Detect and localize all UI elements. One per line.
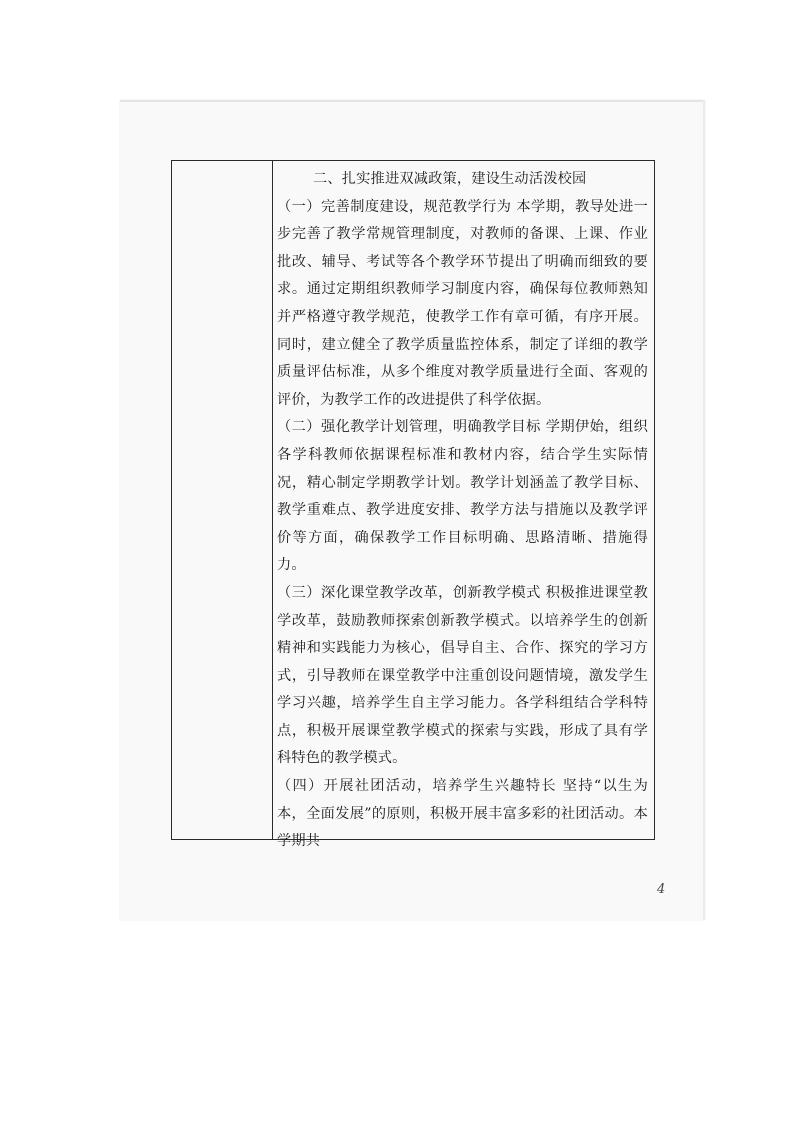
scan-edge-right <box>703 100 705 920</box>
form-table <box>171 160 655 850</box>
content-cell <box>273 161 654 850</box>
paragraph-4: （四）开展社团活动，培养学生兴趣特长 坚持“以生为本，全面发展”的原则，积极开展丰富多彩的社团活动。本学期共 <box>277 778 648 850</box>
paragraph-2: （二）强化教学计划管理，明确教学目标 学期伊始，组织各学科教师依据课程标准和教材内容，结合学生实际情况，精心制定学期教学计划。教学计划涵盖了教学目标、教学重难点、教学进度安排、教学方法与措施以及教学评价等方面，确保教学工作目标明确、思路清晰、措施得力。 <box>277 419 648 574</box>
paragraph-1: （一）完善制度建设，规范教学行为 本学期，教导处进一步完善了教学常规管理制度，对教师的备课、上课、作业批改、辅导、考试等各个教学环节提出了明确而细致的要求。通过定期组织教师学习制度内容，确保每位教师熟知并严格遵守教学规范，使教学工作有章可循，有序开展。同时，建立健全了教学质量监控体系，制定了详细的教学质量评估标准，从多个维度对教学质量进行全面、客观的评价，为教学工作的改进提供了科学依据。 <box>277 198 648 408</box>
page-number: 4 <box>657 882 666 897</box>
scan-edge-top <box>120 100 705 102</box>
section-title: 二、扎实推进双减政策，建设生动活泼校园 <box>313 171 587 187</box>
paragraph-3: （三）深化课堂教学改革，创新教学模式 积极推进课堂教学改革，鼓励教师探索创新教学模式。以培养学生的创新精神和实践能力为核心，倡导自主、合作、探究的学习方式，引导教师在课堂教学中注重创设问题情境，激发学生学习兴趣，培养学生自主学习能力。各学科组结合学科特点，积极开展课堂教学模式的探索与实践，形成了具有学科特色的教学模式。 <box>277 584 648 767</box>
